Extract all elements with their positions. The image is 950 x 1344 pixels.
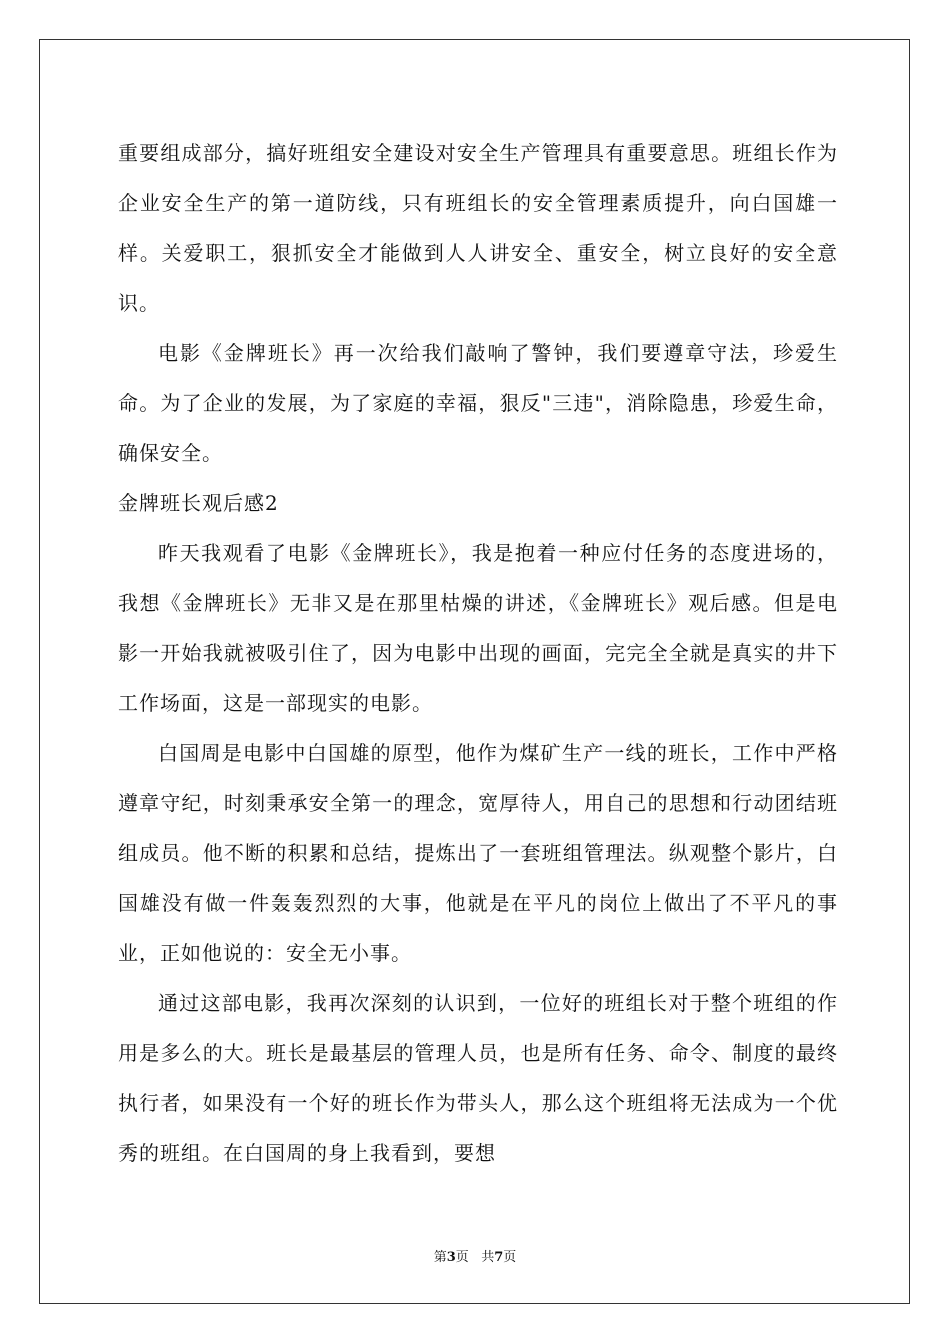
- footer-total-pages: 7: [494, 1250, 504, 1265]
- footer-prefix: 第: [433, 1250, 447, 1265]
- paragraph-4: 白国周是电影中白国雄的原型，他作为煤矿生产一线的班长，工作中严格遵章守纪，时刻秉承安全第一的理念，宽厚待人，用自己的思想和行动团结班组成员。他不断的积累和总结，提炼出了一套班组管理法。纵观整个影片，白国雄没有做一件轰轰烈烈的大事，他就是在平凡的岗位上做出了不平凡的事业，正如他说的：安全无小事。: [118, 741, 838, 965]
- footer-total-prefix: 共: [481, 1250, 495, 1265]
- paragraph-3: 昨天我观看了电影《金牌班长》，我是抱着一种应付任务的态度进场的，我想《金牌班长》无非又是在那里枯燥的讲述，《金牌班长》观后感。但是电影一开始我就被吸引住了，因为电影中出现的画面，完完全全就是真实的井下工作场面，这是一部现实的电影。: [118, 541, 838, 715]
- footer-page-number: 3: [446, 1250, 456, 1265]
- section-heading: 金牌班长观后感2: [118, 491, 279, 515]
- footer-page-suffix: 页: [455, 1250, 469, 1265]
- document-body: [118, 128, 838, 1178]
- paragraph-1: 重要组成部分，搞好班组安全建设对安全生产管理具有重要意思。班组长作为企业安全生产的第一道防线，只有班组长的安全管理素质提升，向白国雄一样。关爱职工，狠抓安全才能做到人人讲安全、重安全，树立良好的安全意识。: [118, 141, 838, 315]
- paragraph-2: 电影《金牌班长》再一次给我们敲响了警钟，我们要遵章守法，珍爱生命。为了企业的发展，为了家庭的幸福，狠反"三违"，消除隐患，珍爱生命，确保安全。: [118, 341, 838, 465]
- paragraph-5: 通过这部电影，我再次深刻的认识到，一位好的班组长对于整个班组的作用是多么的大。班长是最基层的管理人员，也是所有任务、命令、制度的最终执行者，如果没有一个好的班长作为带头人，那么这个班组将无法成为一个优秀的班组。在白国周的身上我看到，要想: [118, 991, 838, 1165]
- footer-total-suffix: 页: [503, 1250, 517, 1265]
- page-footer: [0, 1246, 950, 1265]
